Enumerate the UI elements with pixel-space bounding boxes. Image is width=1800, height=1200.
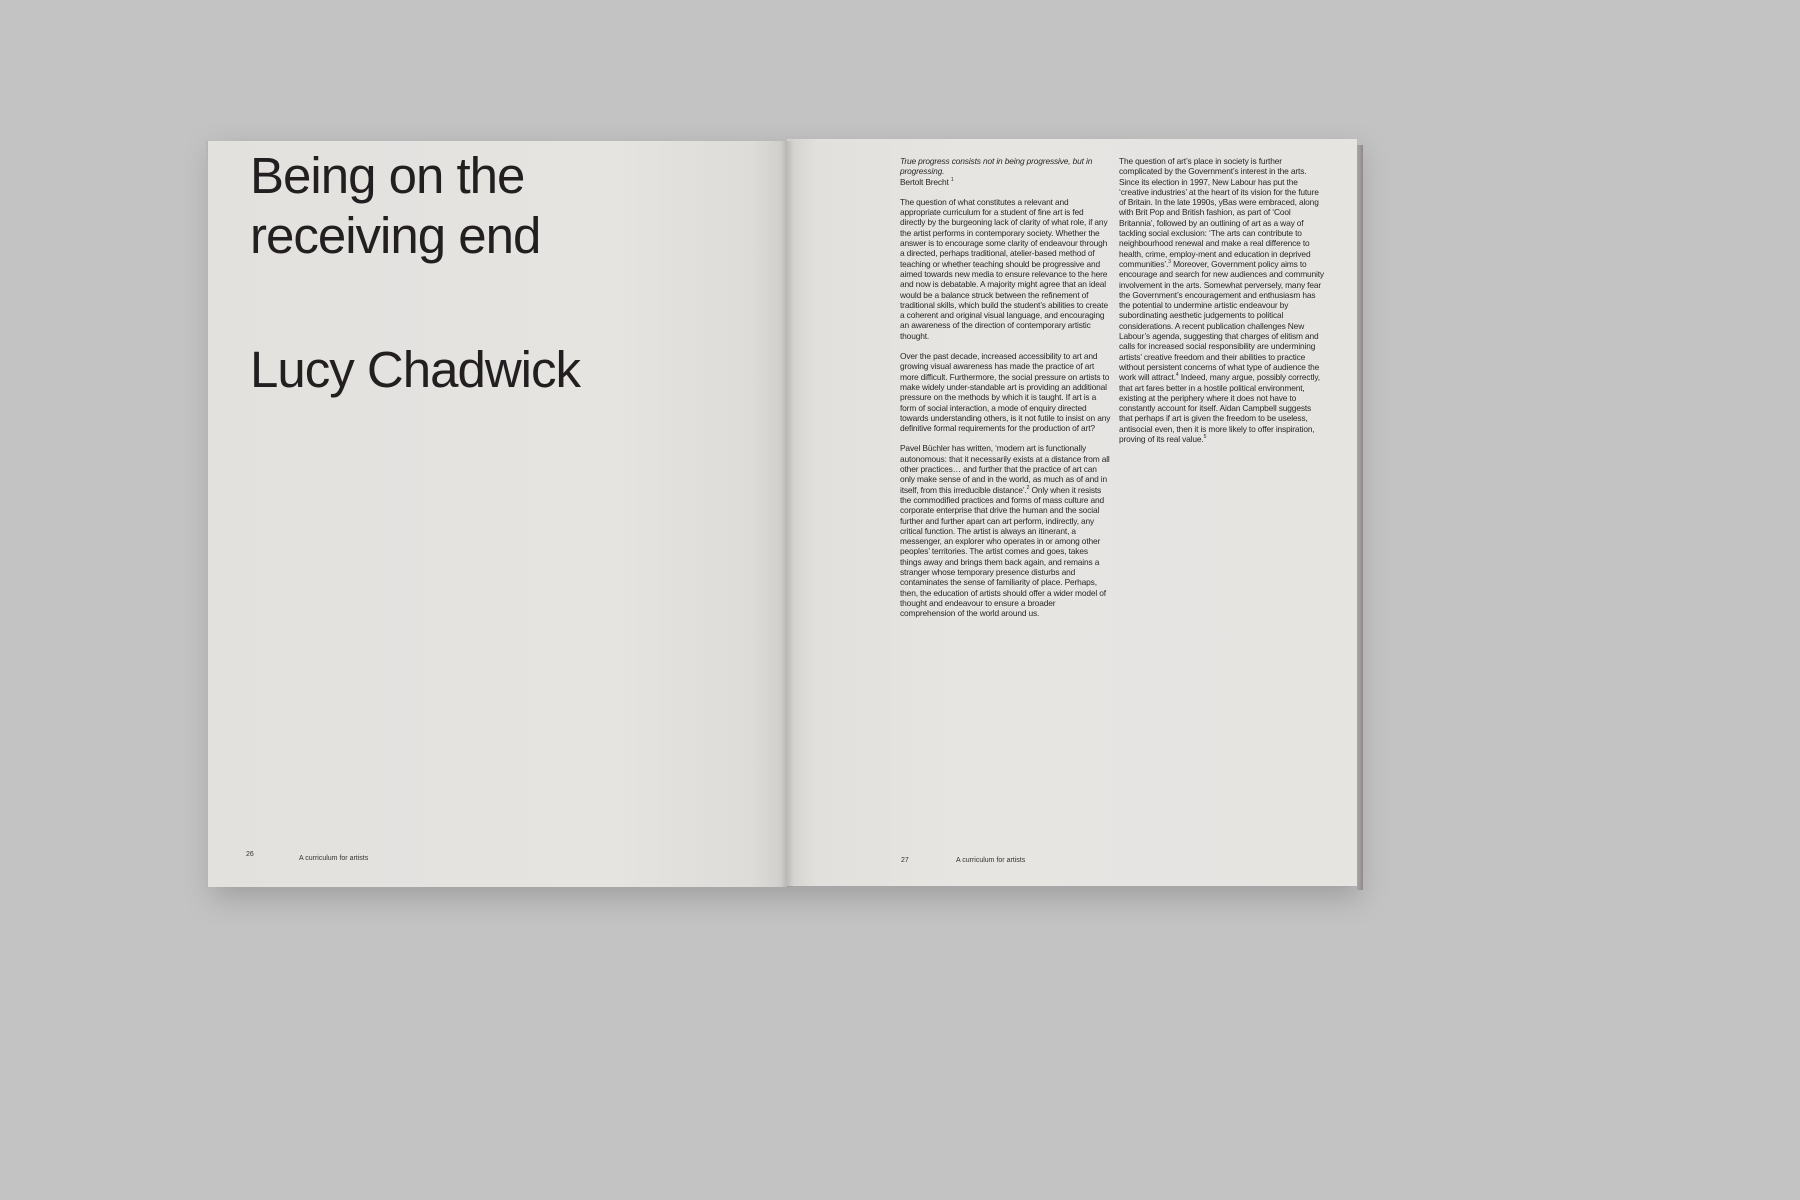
footnote-marker: 4 [1175,372,1179,379]
epigraph-attribution: Bertolt Brecht [900,176,949,187]
article-author: Lucy Chadwick [250,341,580,398]
left-running-footer: A curriculum for artists [299,855,369,862]
epigraph-quote: True progress consists not in being progressive, but in progressing. [900,156,1093,177]
paragraph-text: Pavel Büchler has written, ‘modern art is functionally autonomous: that it necessarily exists at a distance from all other practices… and further that the practice of art can only make sense of and in the world, as much as of and in itself, from this irreducible distance’. [900,443,1110,495]
article-title: Being on the receiving end [250,147,541,264]
epigraph [900,156,1111,187]
page-edge-stack [1357,145,1363,890]
paragraph [1119,156,1324,444]
book-gutter [780,141,794,887]
body-column-1 [900,156,1111,628]
footnote-marker: 2 [1026,484,1030,491]
right-running-footer: A curriculum for artists [956,857,1026,864]
body-column-2 [1119,156,1324,454]
paragraph-text: Indeed, many argue, possibly correctly, that art fares better in a hostile political environment, existing at the periphery where it does not have to constantly account for itself. Aidan Campbell suggests that perhaps if art is given the freedom to be useless, antisocial even, then it is more likely to offer inspiration, proving of its real value. [1119,372,1320,445]
paragraph-text: Only when it resists the commodified practices and forms of mass culture and corporate enterprise that drive the human and the social further and further apart can art perform, indirectly, any critical function. The artist is always an itinerant, a messenger, an explorer who operates in or among other peoples’ territories. The artist comes and goes, takes things away and brings them back again, and remains a stranger whose temporary presence disturbs and contaminates the sense of familiarity of place. Perhaps, then, the education of artists should offer a wider model of thought and endeavour to ensure a broader comprehension of the world around us. [900,484,1106,619]
footnote-marker: 3 [1168,259,1171,266]
paragraph [900,443,1111,618]
paragraph: The question of what constitutes a relevant and appropriate curriculum for a student of fine art is fed directly by the burgeoning lack of clarity of what role, if any the artist performs in contemporary society. Whether the answer is to encourage some clarity of endeavour through a directed, perhaps traditional, atelier-based method of teaching or whether teaching should be progressive and aimed towards new media to ensure relevance to the here and now is debatable. A majority might agree that an ideal would be a balance struck between the refinement of traditional skills, which build the student’s abilities to create a coherent and original visual language, and encouraging an awareness of the direction of contemporary artistic thought. [900,196,1108,341]
paragraph-text: The question of art’s place in society is further complicated by the Government’s interest in the arts. Since its election in 1997, New Labour has put the ‘creative industries’ at the heart of its vision for the future of Britain. In the late 1990s, yBas were embraced, along with Brit Pop and British fashion, as part of ‘Cool Britannia’, followed by an outlining of art as a way of tackling social exclusion: ‘The arts can contribute to neighbourhood renewal and make a real difference to health, crime, employ-ment and education in deprived communities’. [1119,156,1319,269]
left-page-number: 26 [246,851,254,858]
paragraph-text: Moreover, Government policy aims to encourage and search for new audiences and community involvement in the arts. Somewhat perversely, many fear the Government’s encouragement and enthusiasm has the potential to undermine artistic endeavour by subordinating aesthetic judgements to political considerations. A recent publication challenges New Labour’s agenda, suggesting that charges of elitism and calls for increased social responsibility are undermining artists’ creative freedom and their abilities to practice without persistent concerns of what type of audience the work will attract. [1119,258,1324,383]
right-page-number: 27 [901,857,909,864]
footnote-marker: 1 [950,176,954,183]
footnote-marker: 5 [1203,434,1207,441]
paragraph: Over the past decade, increased accessibility to art and growing visual awareness has made the practice of art more difficult. Furthermore, the social pressure on artists to make widely under-standable art is providing an additional pressure on the methods by which it is taught. If art is a form of social interaction, a mode of enquiry directed towards understanding others, is it not futile to insist on any definitive formal requirements for the production of art? [900,351,1111,434]
